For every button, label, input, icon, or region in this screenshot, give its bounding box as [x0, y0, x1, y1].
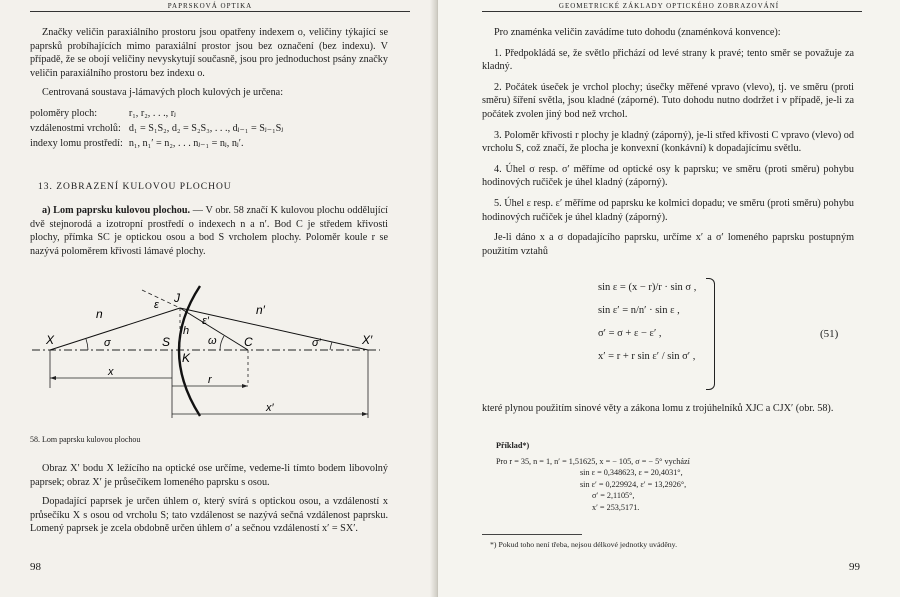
label-np: n′: [256, 303, 265, 317]
section-title: 13. ZOBRAZENÍ KULOVOU PLOCHOU: [38, 182, 232, 192]
label-omega: ω: [208, 335, 217, 347]
label-eps: ε: [154, 299, 159, 311]
para-3-lead: a) Lom paprsku kulovou plochou.: [42, 205, 191, 216]
convention-block: [482, 26, 854, 265]
sigmap-arc: [330, 342, 332, 350]
symbol-table: [30, 106, 289, 151]
label-epsp: ε′: [202, 315, 209, 327]
left-para-5: Dopadající paprsek je určen úhlem σ, který svírá s optickou osou, a vzdáleností x průsečíku X s osou od vrcholu S; tato vzdálenost se nazývá sečná vzdálenost paprsku. Lomený paprsek je zcela obdobně určen úhlem σ′ a sečnou vzdáleností x′ = SX′.: [30, 496, 388, 535]
symbol-label: indexy lomu prostředí:: [30, 137, 123, 149]
convention-rule-1: 1. Předpokládá se, že světlo přichází od levé strany k pravé; tento směr se považuje za kladný.: [482, 47, 854, 73]
example-line: sin ε′ = 0,229924, ε′ = 13,2926°,: [580, 479, 687, 489]
left-running-head: PAPRSKOVÁ OPTIKA: [167, 2, 253, 10]
convention-rule-2: 2. Počátek úseček je vrchol plochy; úsečky měřené vpravo (vlevo), tj. ve směru (proti směru) šíření světla, jsou kladné (záporné). Tuto dohodu nutno dodržet i v případě, je-li za počátek zvolen jiný bod než vrchol.: [482, 81, 854, 120]
after-equation-text: [482, 402, 854, 422]
dim-r-arrow: [242, 384, 248, 388]
label-r: r: [208, 374, 212, 386]
label-K: K: [182, 351, 191, 365]
omega-arc: [220, 336, 224, 350]
right-page-number: 99: [849, 561, 860, 573]
example-block: [496, 440, 826, 513]
sigma-arc: [86, 339, 88, 350]
label-X: X: [46, 333, 55, 347]
label-x: x: [108, 366, 114, 378]
equation-number: (51): [820, 328, 839, 340]
label-h: h: [183, 325, 190, 337]
left-page: [0, 0, 438, 597]
left-page-number: 98: [30, 561, 41, 573]
symbol-label: vzdálenostmi vrcholů:: [30, 122, 121, 134]
symbol-row: [30, 136, 289, 151]
label-n: n: [96, 307, 103, 321]
symbol-row: [30, 106, 289, 121]
figure-caption: 58. Lom paprsku kulovou plochou: [30, 435, 141, 444]
convention-intro: Pro znaménka veličin zavádíme tuto dohodu (znaménková konvence):: [494, 27, 781, 38]
left-para-2: Centrovaná soustava j-lámavých ploch kulových je určena:: [42, 87, 284, 99]
symbol-value: d₁ = S₁S₂, d₂ = S₂S₃, . . ., dⱼ₋₁ = Sⱼ₋₁Sⱼ: [128, 122, 284, 134]
equation-system: [598, 282, 696, 374]
symbol-value: r₁, r₂, . . ., rⱼ: [128, 107, 176, 119]
right-head-rule: [482, 11, 862, 12]
left-para-3: [30, 204, 388, 258]
convention-rule-4: 4. Úhel σ resp. σ′ měříme od optické osy k paprsku; ve směru (proti směru) pohybu hodinových ručiček je úhel kladný (záporný).: [482, 163, 854, 189]
footnote: *) Pokud toho není třeba, nejsou délkové jednotky uváděny.: [490, 540, 678, 549]
symbol-value: n₁, n₁′ = n₂, . . . nⱼ₋₁ = nⱼ, nⱼ′.: [128, 137, 244, 149]
dim-x-arrow: [50, 376, 56, 380]
label-J: J: [174, 291, 180, 305]
figure-58: [30, 278, 390, 430]
label-xp: x′: [266, 402, 274, 414]
convention-rule-3: 3. Poloměr křivosti r plochy je kladný (záporný), je-li střed křivosti C vpravo (vlevo) od vrcholu S, což značí, že plocha je konvexní (konkávní) k dopadajícímu světlu.: [482, 129, 854, 155]
equation-4: x′ = r + r sin ε′ / sin σ′ ,: [598, 351, 696, 362]
label-sigmap: σ′: [312, 337, 321, 349]
footnote-rule: [482, 534, 582, 535]
right-page: [438, 0, 900, 597]
left-para-1: Značky veličin paraxiálního prostoru jsou opatřeny indexem o, veličiny týkající se paprsků probíhajících mimo paraxiální prostor jsou bez označení (bez indexu). V případě, že se obojí veličiny nevyskytují současně, jsou pro jednoduchost psány značky veličin paraxiálního prostoru bez indexu o.: [30, 27, 388, 79]
right-running-head: GEOMETRICKÉ ZÁKLADY OPTICKÉHO ZOBRAZOVÁNÍ: [558, 2, 780, 10]
para-3-body: — V obr. 58 značí K kulovou plochu oddělující dvě stejnorodá a izotropní prostředí o indexech n a n′. Bod C je středem křivosti plochy, přímka SC je optickou osou a bod S vrcholem plochy. Poloměr koule r se nazývá poloměrem křivosti lámavé plochy.: [30, 205, 388, 257]
incident-ray: [50, 308, 180, 350]
dim-xp-arrow: [362, 412, 368, 416]
equation-brace: [706, 278, 715, 390]
label-S: S: [162, 335, 171, 349]
example-line: σ′ = 2,1105°,: [592, 491, 635, 500]
example-line: sin ε = 0,348623, ε = 20,4031°,: [580, 468, 683, 477]
after-equation-para: které plynou použitím sinové věty a zákona lomu z trojúhelníků XJC a CJX′ (obr. 58).: [482, 403, 834, 414]
left-para-4: Obraz X′ bodu X ležícího na optické ose určíme, vedeme-li tímto bodem libovolný paprsek; obraz X′ je průsečíkem lomeného paprsku s osou.: [30, 463, 388, 488]
left-text-block-mid: [30, 204, 388, 264]
symbol-row: [30, 121, 289, 136]
example-line: Pro r = 35, n = 1, n′ = 1,51625, x = − 105, σ = − 5° vychází: [496, 456, 690, 466]
symbol-label: poloměry ploch:: [30, 107, 98, 119]
convention-rule-5: 5. Úhel ε resp. ε′ měříme od paprsku ke kolmici dopadu; ve směru (proti směru) pohybu hodinových ručiček je úhel kladný (záporný).: [482, 197, 854, 223]
equation-2: sin ε′ = n/n′ · sin ε ,: [598, 305, 680, 316]
label-Xp: X′: [362, 333, 373, 347]
label-C: C: [244, 335, 253, 349]
label-sigma: σ: [104, 337, 111, 349]
equation-3: σ′ = σ + ε − ε′ ,: [598, 328, 662, 339]
left-head-rule: [30, 11, 410, 12]
example-title: Příklad*): [496, 441, 530, 450]
example-line: x′ = 253,5171.: [592, 502, 640, 512]
left-text-block-top: [30, 26, 388, 151]
equation-intro: Je-li dáno x a σ dopadajícího paprsku, určíme x′ a σ′ lomeného paprsku postupným použitím vztahů: [482, 232, 854, 257]
equation-1: sin ε = (x − r)/r · sin σ ,: [598, 282, 697, 293]
left-text-block-bottom: [30, 462, 388, 542]
